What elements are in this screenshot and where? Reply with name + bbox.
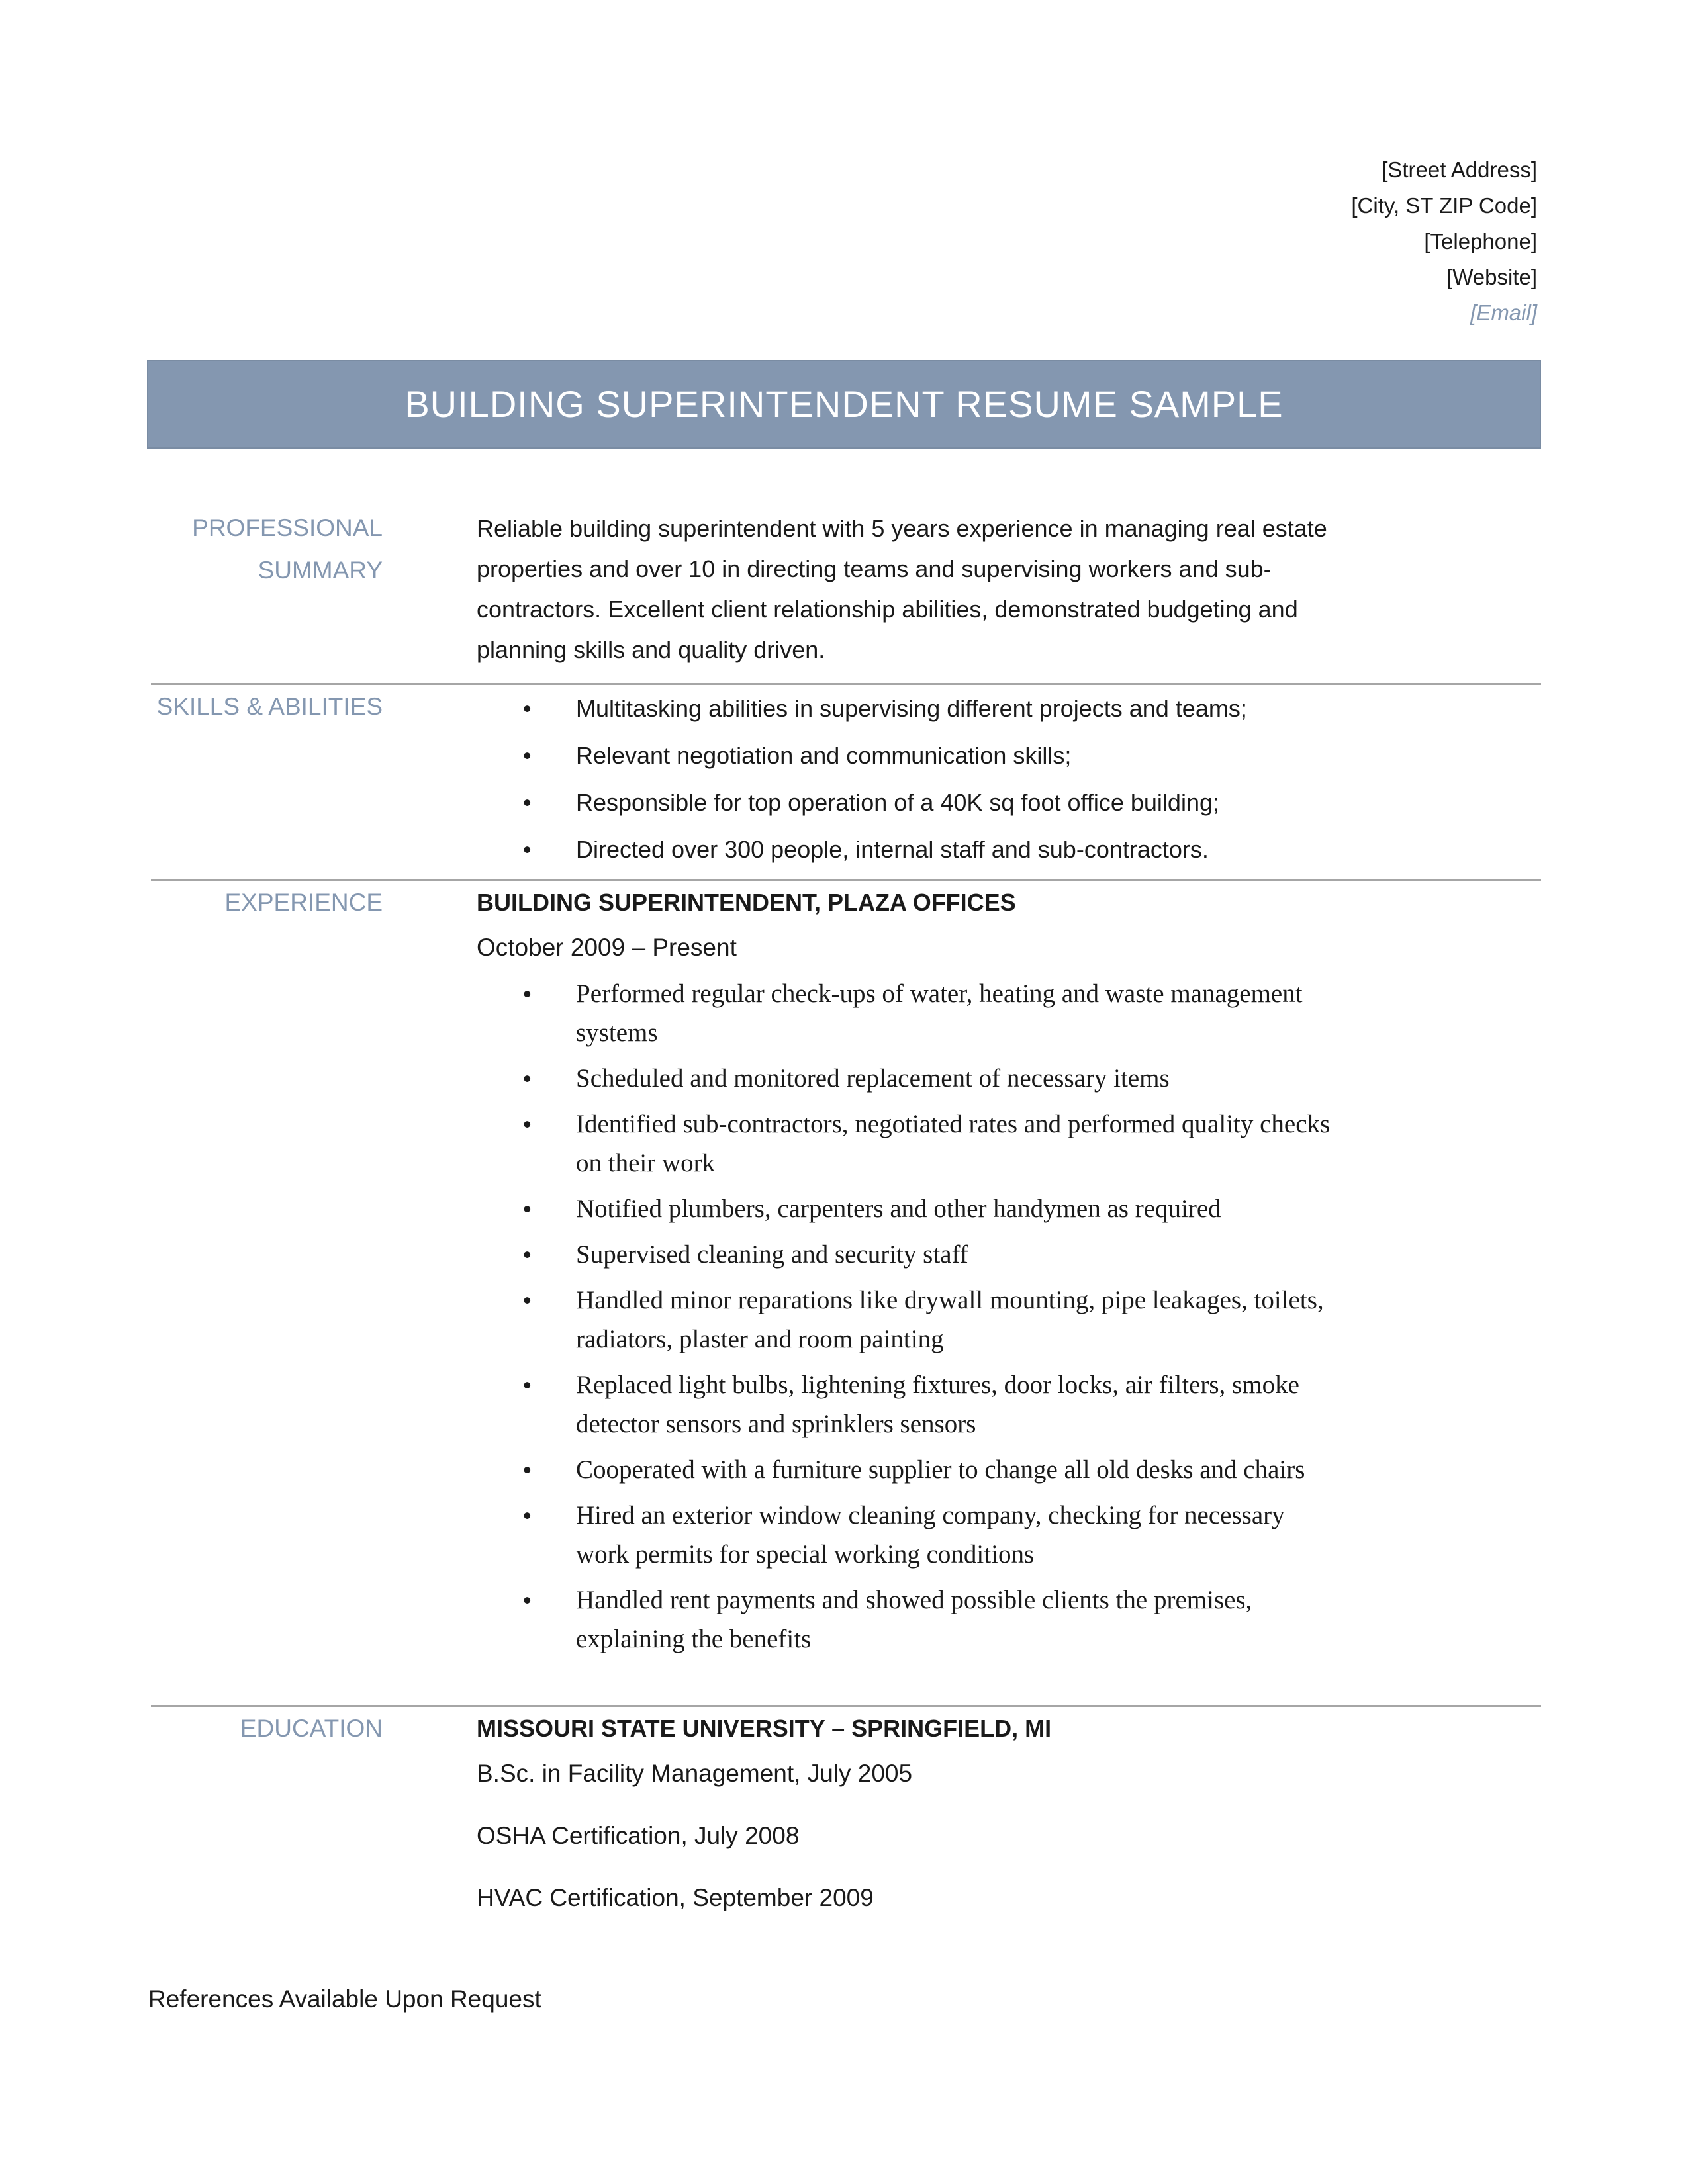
- contact-block: [1351, 152, 1537, 331]
- summary-label: [147, 507, 383, 592]
- list-item: • Relevant negotiation and communication skills;: [477, 732, 1344, 779]
- references-note: References Available Upon Request: [148, 1985, 541, 2013]
- summary-text: Reliable building superintendent with 5 years experience in managing real estate properties and over 10 in directing teams and supervising workers and sub-contractors. Excellent client relationship abilities, demonstrated budgeting and planning skills and quality driven.: [477, 515, 1327, 663]
- list-item: • Performed regular check-ups of water, heating and waste management systems: [477, 974, 1344, 1052]
- city-state-zip: [City, ST ZIP Code]: [1351, 193, 1537, 218]
- bullet-icon: •: [523, 1586, 532, 1614]
- education-label: EDUCATION: [240, 1715, 383, 1742]
- bullet-icon: •: [523, 836, 532, 863]
- bullet-icon: •: [523, 742, 532, 769]
- experience-label: EXPERIENCE: [224, 889, 383, 916]
- list-item: • Identified sub-contractors, negotiated rates and performed quality checks on their work: [477, 1105, 1344, 1183]
- job-dates: October 2009 – Present: [477, 934, 737, 961]
- list-item: • Multitasking abilities in supervising different projects and teams;: [477, 685, 1344, 732]
- education-school: MISSOURI STATE UNIVERSITY – SPRINGFIELD, MI: [477, 1715, 1052, 1742]
- bullet-icon: •: [523, 1287, 532, 1314]
- skills-list: [477, 685, 1344, 873]
- list-item: • Handled rent payments and showed possible clients the premises, explaining the benefits: [477, 1580, 1344, 1659]
- summary-label-line1: PROFESSIONAL: [192, 514, 383, 541]
- list-item: • Directed over 300 people, internal staff and sub-contractors.: [477, 826, 1344, 873]
- list-item: • Scheduled and monitored replacement of necessary items: [477, 1059, 1344, 1098]
- summary-label-line2: SUMMARY: [258, 557, 383, 584]
- bullet-icon: •: [523, 1241, 532, 1268]
- list-item: • Notified plumbers, carpenters and other handymen as required: [477, 1189, 1344, 1228]
- resume-title-banner: BUILDING SUPERINTENDENT RESUME SAMPLE: [147, 360, 1541, 449]
- list-item: • Handled minor reparations like drywall mounting, pipe leakages, toilets, radiators, plaster and room painting: [477, 1281, 1344, 1359]
- list-item: • Responsible for top operation of a 40K sq foot office building;: [477, 779, 1344, 826]
- bullet-icon: •: [523, 1065, 532, 1092]
- bullet-icon: •: [523, 1502, 532, 1529]
- bullet-icon: •: [523, 695, 532, 722]
- certification-hvac: HVAC Certification, September 2009: [477, 1884, 874, 1911]
- email: [Email]: [1470, 300, 1537, 325]
- bullet-icon: •: [523, 789, 532, 816]
- section-divider: [151, 879, 1541, 881]
- certification-osha: OSHA Certification, July 2008: [477, 1822, 800, 1849]
- section-divider: [151, 1705, 1541, 1707]
- website: [Website]: [1446, 265, 1537, 289]
- list-item: • Hired an exterior window cleaning company, checking for necessary work permits for special working conditions: [477, 1496, 1344, 1574]
- skills-label: SKILLS & ABILITIES: [156, 693, 383, 720]
- telephone: [Telephone]: [1424, 229, 1537, 253]
- job-title: BUILDING SUPERINTENDENT, PLAZA OFFICES: [477, 889, 1016, 916]
- bullet-icon: •: [523, 980, 532, 1007]
- list-item: • Replaced light bulbs, lightening fixtures, door locks, air filters, smoke detector sensors and sprinklers sensors: [477, 1365, 1344, 1443]
- bullet-icon: •: [523, 1111, 532, 1138]
- list-item: • Cooperated with a furniture supplier to change all old desks and chairs: [477, 1450, 1344, 1489]
- experience-list: [477, 974, 1344, 1665]
- bullet-icon: •: [523, 1371, 532, 1398]
- bullet-icon: •: [523, 1456, 532, 1483]
- education-degree: B.Sc. in Facility Management, July 2005: [477, 1760, 913, 1787]
- list-item: • Supervised cleaning and security staff: [477, 1235, 1344, 1274]
- bullet-icon: •: [523, 1195, 532, 1222]
- street-address: [Street Address]: [1382, 158, 1537, 182]
